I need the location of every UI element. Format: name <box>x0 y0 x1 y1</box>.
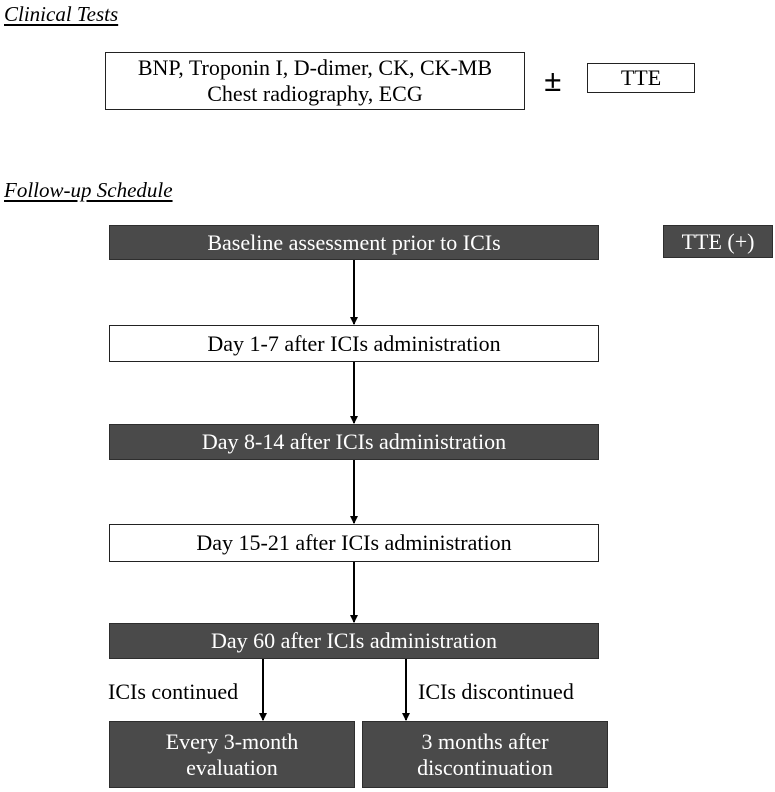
continued-outcome-line-1: Every 3-month <box>165 728 299 754</box>
continued-outcome-line-2: evaluation <box>186 754 278 780</box>
step-day-60-box: Day 60 after ICIs administration <box>109 623 599 659</box>
discontinued-outcome-line-2: discontinuation <box>417 754 553 780</box>
plus-minus-sign: ± <box>544 62 562 98</box>
tte-box: TTE <box>587 63 695 93</box>
clinical-tests-line-1: BNP, Troponin I, D-dimer, CK, CK-MB <box>137 55 493 80</box>
discontinued-outcome-line-1: 3 months after <box>421 728 549 754</box>
step-baseline-box: Baseline assessment prior to ICIs <box>109 225 599 260</box>
tte-positive-box: TTE (+) <box>663 225 773 258</box>
branch-continued-label: ICIs continued <box>108 679 239 704</box>
clinical-tests-heading: Clinical Tests <box>4 2 119 26</box>
step-day-1-7-box: Day 1-7 after ICIs administration <box>109 325 599 362</box>
step-day-8-14-box: Day 8-14 after ICIs administration <box>109 424 599 460</box>
follow-up-heading: Follow-up Schedule <box>4 178 173 202</box>
clinical-tests-line-2: Chest radiography, ECG <box>207 81 423 106</box>
branch-discontinued-label: ICIs discontinued <box>418 679 574 704</box>
step-day-15-21-box: Day 15-21 after ICIs administration <box>109 524 599 562</box>
